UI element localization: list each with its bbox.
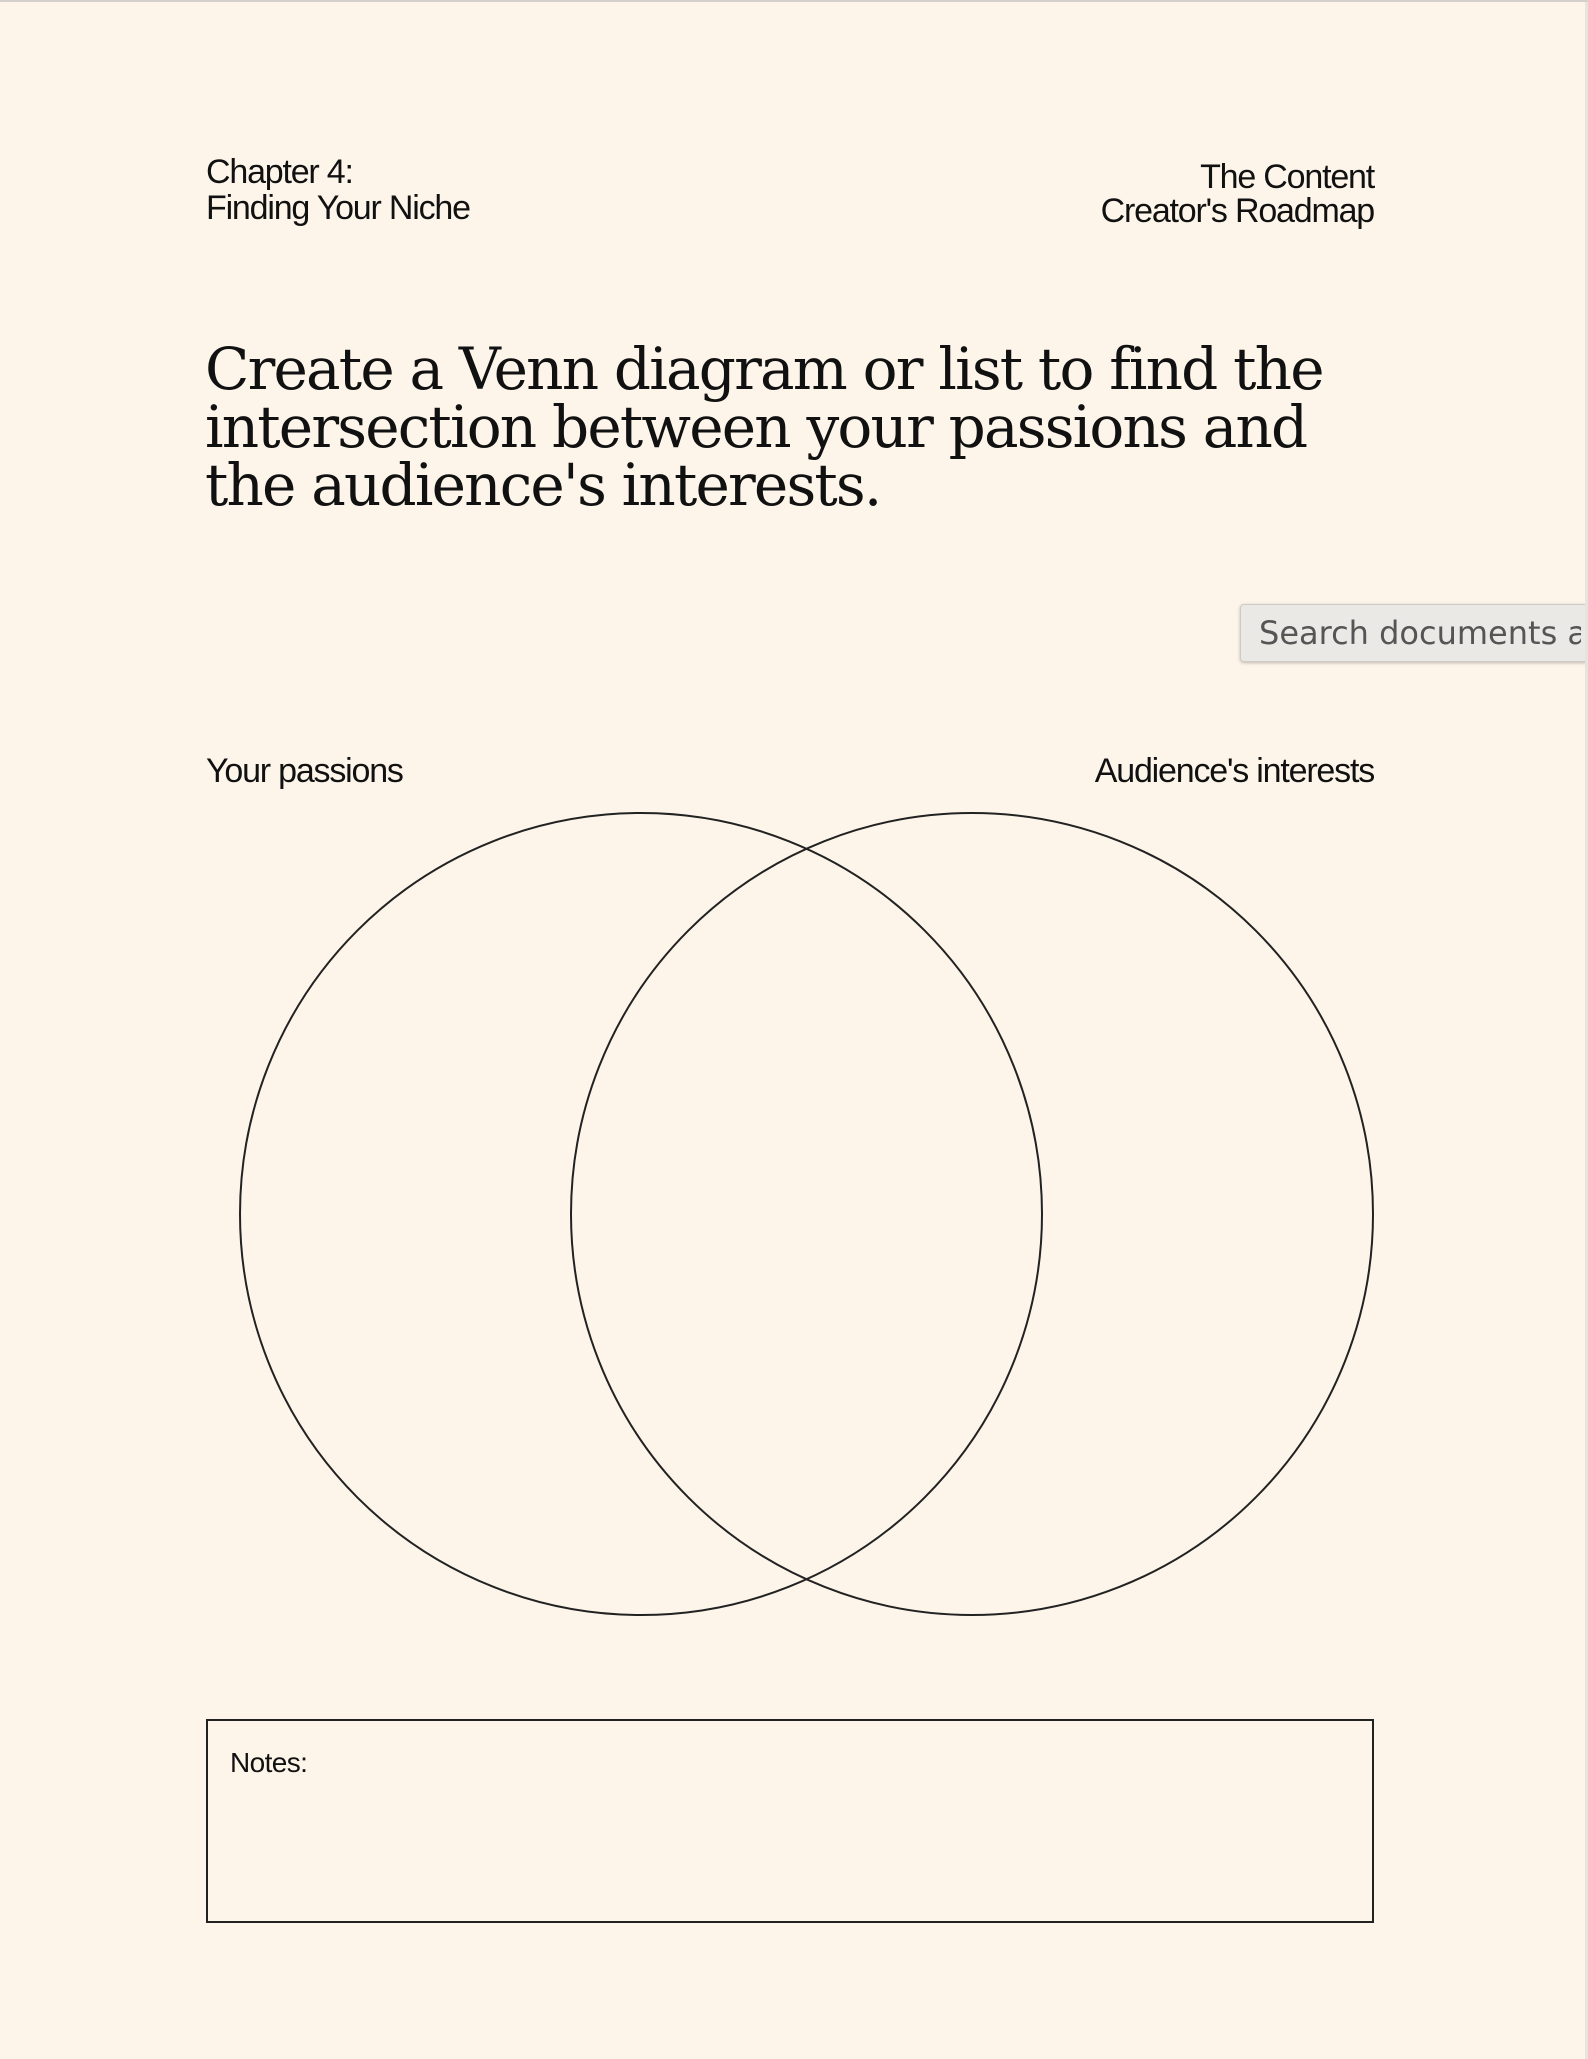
notes-label: Notes: — [230, 1747, 308, 1778]
chapter-header — [206, 154, 470, 226]
notes-box[interactable] — [206, 1719, 1374, 1923]
book-title-line-1: The Content — [1200, 158, 1374, 196]
venn-circle-your-passions — [240, 813, 1042, 1615]
venn-left-label: Your passions — [206, 752, 403, 790]
chapter-title: Finding Your Niche — [206, 189, 470, 227]
instruction-heading: Create a Venn diagram or list to find the intersection between your passions and the audience's interests. — [205, 335, 1323, 519]
search-input[interactable] — [1241, 605, 1588, 661]
book-title-line-2: Creator's Roadmap — [1100, 192, 1374, 230]
venn-circle-audience-interests — [571, 813, 1373, 1615]
venn-right-label: Audience's interests — [1094, 752, 1374, 790]
search-box[interactable] — [1240, 604, 1588, 662]
chapter-number: Chapter 4: — [206, 153, 353, 191]
book-title-header — [1101, 160, 1374, 228]
